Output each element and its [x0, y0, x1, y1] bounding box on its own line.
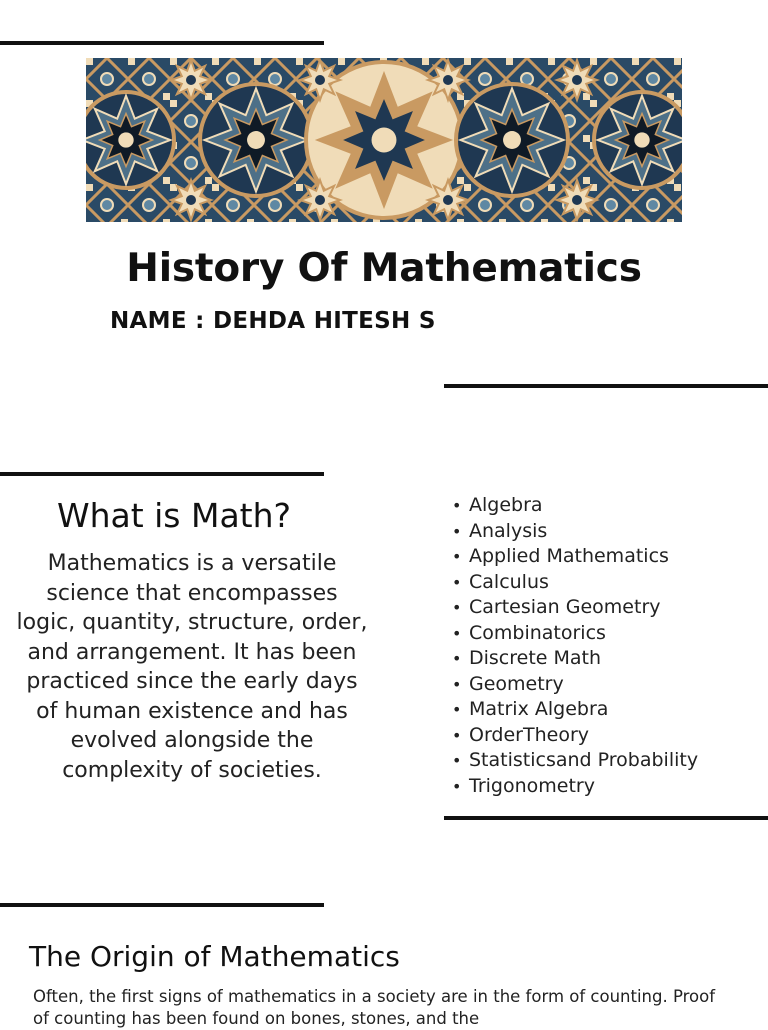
bullet-icon: • [452, 751, 462, 770]
topic-label: Geometry [469, 672, 564, 695]
list-item [452, 748, 698, 774]
bullet-icon: • [452, 725, 462, 745]
topic-label: Combinatorics [469, 621, 606, 644]
divider-rule [0, 903, 324, 907]
list-item [452, 723, 698, 749]
origin-paragraph: Often, the first signs of mathematics in a society are in the form of counting. Proof of counting has been found on bones, stones, and the [33, 987, 716, 1028]
author-name: NAME : DEHDA HITESH S [110, 308, 436, 334]
topic-label: Trigonometry [469, 774, 595, 797]
list-item [452, 493, 698, 519]
geometric-pattern-banner [86, 58, 682, 222]
topic-label: Statisticsand Probability [469, 749, 699, 771]
list-item [452, 544, 698, 570]
list-item [452, 672, 698, 698]
what-is-math-paragraph: Mathematics is a versatile science that encompasses logic, quantity, structure, order, and arrangement. It has been practiced since the early days of human existence and has evolved alongside the complexity of societies. [16, 551, 368, 783]
bullet-icon: • [452, 700, 462, 719]
list-item [452, 646, 698, 672]
math-topics-list [452, 493, 698, 799]
topic-label: Algebra [469, 494, 543, 516]
bullet-icon: • [452, 623, 462, 643]
bullet-icon: • [452, 674, 462, 694]
divider-rule [0, 41, 324, 45]
bullet-icon: • [452, 572, 462, 592]
topic-label: OrderTheory [469, 723, 590, 746]
list-item [452, 570, 698, 596]
topic-label: Cartesian Geometry [469, 596, 661, 618]
document-title: History Of Mathematics [126, 246, 642, 291]
divider-rule [444, 816, 768, 820]
list-item [452, 774, 698, 800]
list-item [452, 595, 698, 621]
topic-label: Applied Mathematics [469, 545, 669, 567]
topic-label: Discrete Math [469, 647, 602, 669]
bullet-icon: • [452, 521, 462, 541]
topic-label: Matrix Algebra [469, 698, 609, 720]
bullet-icon: • [452, 598, 462, 617]
bullet-icon: • [452, 776, 462, 796]
divider-rule [0, 472, 324, 476]
origin-heading: The Origin of Mathematics [29, 940, 400, 973]
bullet-icon: • [452, 649, 462, 668]
divider-rule [444, 384, 768, 388]
what-is-math-heading: What is Math? [56, 496, 292, 535]
topic-label: Analysis [469, 519, 548, 542]
topic-label: Calculus [469, 570, 549, 593]
bullet-icon: • [452, 547, 462, 566]
list-item [452, 621, 698, 647]
list-item [452, 519, 698, 545]
bullet-icon: • [452, 496, 462, 515]
list-item [452, 697, 698, 723]
